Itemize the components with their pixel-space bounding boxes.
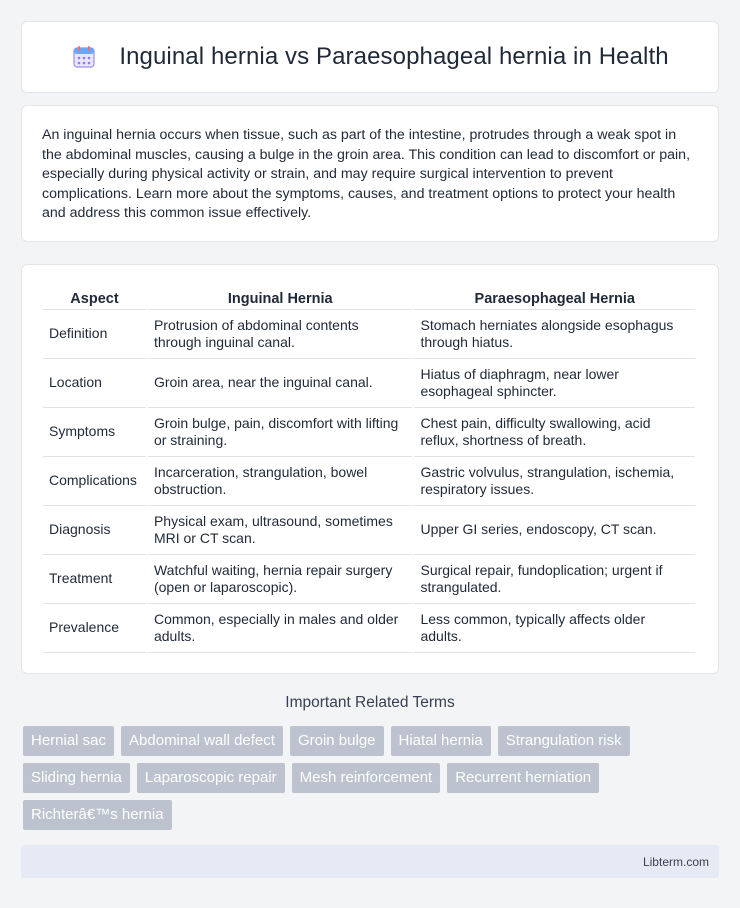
related-term-tag[interactable]: Recurrent herniation: [447, 763, 599, 793]
row-paraesophageal: Stomach herniates alongside esophagus through hiatus.: [414, 310, 695, 359]
header-card: [21, 21, 719, 93]
row-inguinal: Groin bulge, pain, discomfort with lifting or straining.: [148, 408, 413, 457]
row-paraesophageal: Chest pain, difficulty swallowing, acid reflux, shortness of breath.: [414, 408, 695, 457]
related-term-tag[interactable]: Sliding hernia: [23, 763, 130, 793]
row-aspect: Complications: [43, 457, 146, 506]
table-row: [43, 408, 695, 457]
table-row: [43, 555, 695, 604]
row-paraesophageal: Gastric volvulus, strangulation, ischemia, respiratory issues.: [414, 457, 695, 506]
row-aspect: Treatment: [43, 555, 146, 604]
comparison-table: [41, 285, 697, 653]
row-aspect: Prevalence: [43, 604, 146, 653]
row-aspect: Symptoms: [43, 408, 146, 457]
page-title: Inguinal hernia vs Paraesophageal hernia in Health: [119, 43, 669, 70]
header-paraesophageal: Paraesophageal Hernia: [414, 285, 695, 310]
header-aspect: Aspect: [43, 285, 146, 310]
header-inguinal: Inguinal Hernia: [148, 285, 413, 310]
row-paraesophageal: Upper GI series, endoscopy, CT scan.: [414, 506, 695, 555]
related-term-tag[interactable]: Strangulation risk: [498, 726, 630, 756]
related-term-tag[interactable]: Hernial sac: [23, 726, 114, 756]
footer: [21, 845, 719, 878]
row-aspect: Definition: [43, 310, 146, 359]
related-term-tag[interactable]: Groin bulge: [290, 726, 384, 756]
table-header-row: [43, 285, 695, 310]
row-paraesophageal: Surgical repair, fundoplication; urgent if strangulated.: [414, 555, 695, 604]
row-inguinal: Groin area, near the inguinal canal.: [148, 359, 413, 408]
intro-text: An inguinal hernia occurs when tissue, such as part of the intestine, protrudes through a weak spot in the abdominal muscles, causing a bulge in the groin area. This condition can lead to discomfort or pain, especially during physical activity or strain, and may require surgical intervention to prevent complications. Learn more about the symptoms, causes, and treatment options to protect your health and address this common issue effectively.: [42, 127, 691, 222]
related-term-tag[interactable]: Hiatal hernia: [391, 726, 491, 756]
row-aspect: Diagnosis: [43, 506, 146, 555]
related-term-tag[interactable]: Mesh reinforcement: [292, 763, 441, 793]
comparison-card: [21, 264, 719, 674]
footer-site-link[interactable]: Libterm.com: [642, 854, 709, 869]
related-terms-title: Important Related Terms: [285, 694, 455, 711]
row-aspect: Location: [43, 359, 146, 408]
related-term-tag[interactable]: Richterâ€™s hernia: [23, 800, 172, 830]
table-row: [43, 359, 695, 408]
related-terms-list: [23, 726, 723, 837]
related-term-tag[interactable]: Laparoscopic repair: [137, 763, 285, 793]
row-inguinal: Physical exam, ultrasound, sometimes MRI or CT scan.: [148, 506, 413, 555]
row-inguinal: Common, especially in males and older adults.: [148, 604, 413, 653]
calendar-icon: [71, 44, 97, 70]
row-paraesophageal: Hiatus of diaphragm, near lower esophageal sphincter.: [414, 359, 695, 408]
row-inguinal: Incarceration, strangulation, bowel obstruction.: [148, 457, 413, 506]
row-inguinal: Watchful waiting, hernia repair surgery (open or laparoscopic).: [148, 555, 413, 604]
intro-card: [21, 105, 719, 242]
row-paraesophageal: Less common, typically affects older adults.: [414, 604, 695, 653]
table-row: [43, 604, 695, 653]
table-row: [43, 506, 695, 555]
related-term-tag[interactable]: Abdominal wall defect: [121, 726, 283, 756]
table-row: [43, 457, 695, 506]
table-row: [43, 310, 695, 359]
row-inguinal: Protrusion of abdominal contents through inguinal canal.: [148, 310, 413, 359]
